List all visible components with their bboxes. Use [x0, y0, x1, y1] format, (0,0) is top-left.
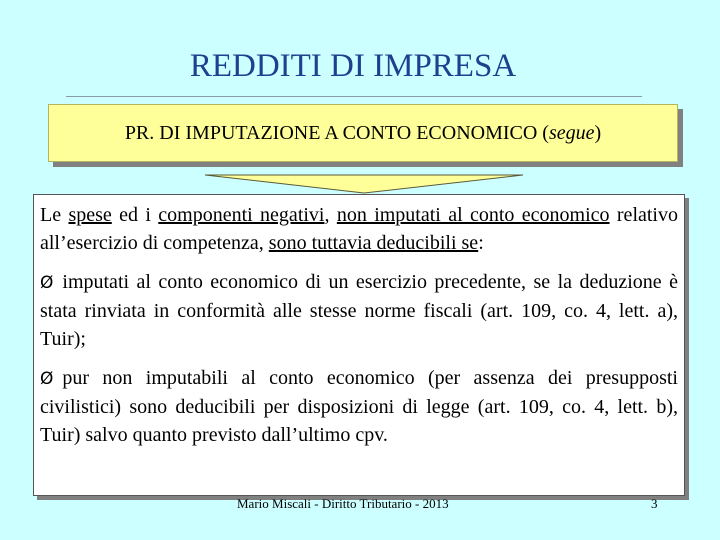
bullet-item: Ø imputati al conto economico di un esercizio precedente, se la deduzione è stata rinviata in conformità alle stesse norme fiscali (art. 109, co. 4, lett. a), Tuir);	[40, 271, 678, 350]
footer-text: Mario Miscali - Diritto Tributario - 2013	[237, 496, 449, 511]
intro-paragraph: Le spese ed i componenti negativi, non imputati al conto economico relativo all’esercizio di competenza, sono tuttavia deducibili se:	[40, 204, 678, 254]
subtitle-text: PR. DI IMPUTAZIONE A CONTO ECONOMICO (segue)	[124, 121, 602, 144]
title-divider	[66, 96, 642, 97]
arrow-bullet-icon: Ø	[40, 273, 54, 293]
bullet-item: Ø pur non imputabili al conto economico (per assenza dei presupposti civilistici) sono deducibili per disposizioni di legge (art. 109, co. 4, lett. b), Tuir) salvo quanto previsto dall’ultimo cpv.	[40, 367, 678, 446]
content-box	[33, 194, 685, 496]
arrow-bullet-icon: Ø	[40, 369, 54, 389]
slide-title: REDDITI DI IMPRESA	[189, 48, 517, 84]
down-arrow-shape	[205, 172, 523, 194]
subtitle-box	[48, 104, 678, 162]
page-number: 3	[651, 496, 658, 511]
